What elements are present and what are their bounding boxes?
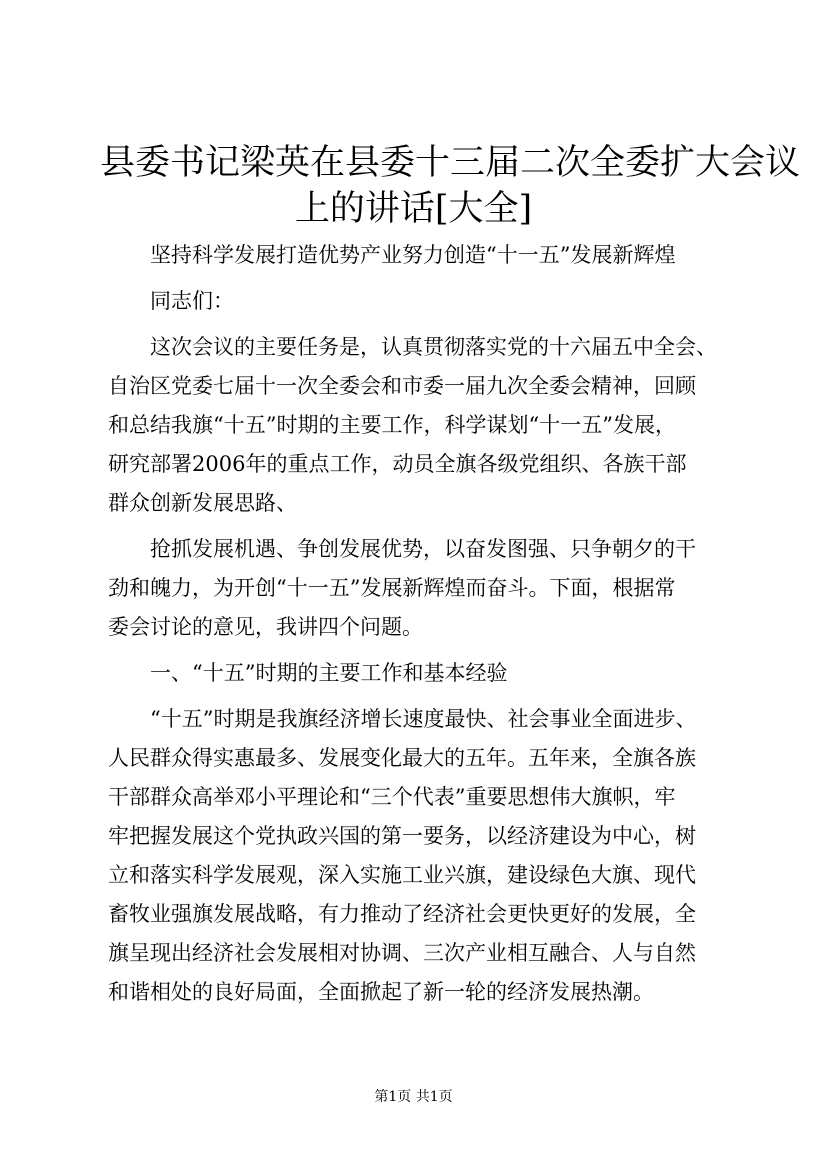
title-line: 上的讲话[大全] [294,189,533,229]
text-line: 自治区党委七届十一次全委会和市委一届九次全委会精神，回顾 [108,374,696,398]
text-line: 立和落实科学发展观，深入实施工业兴旗，建设绿色大旗、现代 [108,863,696,887]
text-line: 委会讨论的意见，我讲四个问题。 [108,615,423,639]
text-line: 和谐相处的良好局面，全面掀起了新一轮的经济发展热潮。 [108,980,654,1004]
text-line: 抢抓发展机遇、争创发展优势，以奋发图强、只争朝夕的干 [150,537,696,561]
document-body [108,236,728,1012]
text-line: 旗呈现出经济社会发展相对协调、三次产业相互融合、人与自然 [108,941,696,965]
page-footer: 第1页 共1页 [374,1089,453,1105]
document-title [100,140,801,232]
text-line: 坚持科学发展打造优势产业努力创造“十一五”发展新辉煌 [150,243,676,267]
text-line: 一、“十五”时期的主要工作和基本经验 [150,661,508,685]
text-line: 牢把握发展这个党执政兴国的第一要务，以经济建设为中心，树 [108,824,696,848]
text-line: 群众创新发展思路、 [108,491,297,515]
text-line: 劲和魄力，为开创“十一五”发展新辉煌而奋斗。下面，根据常 [108,576,676,600]
text-line: “十五”时期是我旗经济增长速度最快、社会事业全面进步、 [150,707,697,731]
text-line: 这次会议的主要任务是，认真贯彻落实党的十六届五中全会、 [150,335,717,359]
text-line: 干部群众高举邓小平理论和“三个代表”重要思想伟大旗帜，牢 [108,785,676,809]
text-line: 畜牧业强旗发展战略，有力推动了经济社会更快更好的发展，全 [108,902,696,926]
text-line: 和总结我旗“十五”时期的主要工作，科学谋划“十一五”发展， [108,413,676,437]
text-line: 人民群众得实惠最多、发展变化最大的五年。五年来，全旗各族 [108,746,696,770]
text-line: 研究部署2006年的重点工作，动员全旗各级党组织、各族干部 [108,452,687,476]
title-line: 县委书记梁英在县委十三届二次全委扩大会议 [100,143,801,183]
text-line: 同志们： [150,289,234,313]
